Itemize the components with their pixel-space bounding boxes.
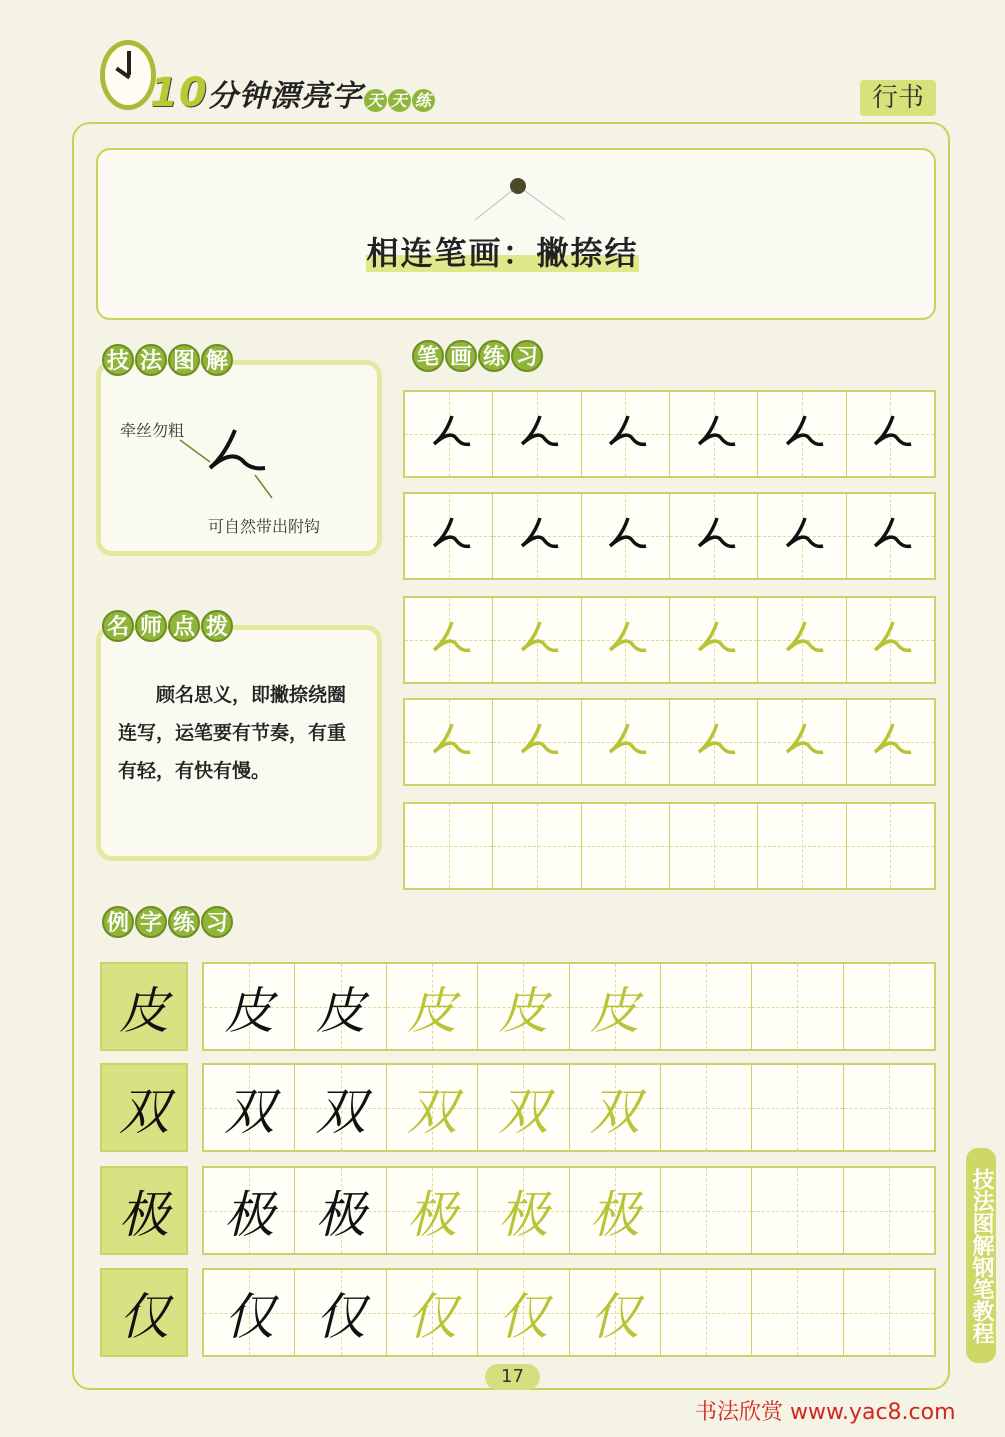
practice-cell[interactable]	[204, 964, 295, 1049]
trace-char: 皮	[589, 981, 640, 1040]
stroke-practice-row	[403, 390, 936, 478]
practice-cell[interactable]	[493, 392, 581, 476]
practice-cell[interactable]	[844, 1270, 934, 1355]
practice-cell[interactable]	[758, 598, 846, 682]
stroke-sample	[424, 618, 474, 662]
trace-char: 极	[498, 1185, 549, 1244]
practice-cell[interactable]	[387, 1065, 478, 1150]
practice-cell[interactable]	[204, 1168, 295, 1253]
practice-cell[interactable]	[570, 964, 661, 1049]
practice-cell[interactable]	[661, 1270, 752, 1355]
stroke-sample	[600, 618, 650, 662]
model-char-cell	[100, 1268, 188, 1357]
trace-char: 双	[406, 1082, 457, 1141]
stroke-practice-row	[403, 802, 936, 890]
sample-char: 皮	[315, 981, 366, 1040]
practice-cell[interactable]	[752, 1168, 843, 1253]
practice-cell[interactable]	[405, 392, 493, 476]
practice-cell[interactable]	[493, 804, 581, 888]
practice-cell[interactable]	[570, 1065, 661, 1150]
practice-cell[interactable]	[570, 1270, 661, 1355]
trace-char: 皮	[498, 981, 549, 1040]
example-practice-row	[202, 1063, 936, 1152]
practice-cell[interactable]	[295, 1168, 386, 1253]
example-practice-row	[202, 1268, 936, 1357]
stroke-sample	[777, 514, 827, 558]
sample-char: 极	[315, 1185, 366, 1244]
practice-cell[interactable]	[295, 1065, 386, 1150]
sample-char: 极	[224, 1185, 275, 1244]
trace-char: 仅	[406, 1287, 457, 1346]
practice-cell[interactable]	[758, 804, 846, 888]
stroke-practice-row	[403, 698, 936, 786]
stroke-sample	[689, 412, 739, 456]
model-char: 皮	[119, 981, 169, 1040]
practice-cell[interactable]	[582, 598, 670, 682]
pin-icon	[510, 178, 526, 194]
practice-cell[interactable]	[478, 964, 569, 1049]
practice-cell[interactable]	[752, 964, 843, 1049]
practice-cell[interactable]	[493, 494, 581, 578]
practice-cell[interactable]	[670, 700, 758, 784]
stroke-sample	[689, 514, 739, 558]
stroke-practice-row	[403, 492, 936, 580]
technique-heading: 技 法 图 解	[102, 344, 234, 376]
sample-char: 皮	[224, 981, 275, 1040]
stroke-sample	[512, 412, 562, 456]
note-bottom: 可自然带出附钩	[208, 517, 321, 536]
tips-heading: 名 师 点 拨	[102, 610, 234, 642]
tips-text: 顾名思义，即撇捺绕圈连写，运笔要有节奏，有重有轻，有快有慢。	[118, 684, 347, 782]
trace-char: 双	[498, 1082, 549, 1141]
stroke-sample	[424, 720, 474, 764]
stroke-sample	[424, 412, 474, 456]
stroke-sample	[777, 412, 827, 456]
sample-char: 仅	[224, 1287, 275, 1346]
stroke-practice-row	[403, 596, 936, 684]
practice-cell[interactable]	[661, 964, 752, 1049]
practice-cell[interactable]	[582, 700, 670, 784]
stroke-sample	[424, 514, 474, 558]
stroke-practice-heading: 笔 画 练 习	[412, 340, 544, 372]
stroke-sample	[689, 720, 739, 764]
practice-cell[interactable]	[204, 1270, 295, 1355]
stroke-sample	[512, 514, 562, 558]
practice-cell[interactable]	[752, 1270, 843, 1355]
page-number: 17	[485, 1364, 540, 1390]
stroke-diagram	[160, 420, 280, 510]
trace-char: 极	[589, 1185, 640, 1244]
practice-cell[interactable]	[405, 598, 493, 682]
practice-cell[interactable]	[670, 804, 758, 888]
stroke-sample	[600, 412, 650, 456]
practice-cell[interactable]	[661, 1065, 752, 1150]
book-brand: 10分钟漂亮字 天 天 练	[150, 70, 435, 116]
practice-cell[interactable]	[752, 1065, 843, 1150]
stroke-sample	[512, 618, 562, 662]
trace-char: 仅	[498, 1287, 549, 1346]
practice-cell[interactable]	[478, 1065, 569, 1150]
sample-char: 双	[224, 1082, 275, 1141]
trace-char: 极	[406, 1185, 457, 1244]
practice-cell[interactable]	[582, 494, 670, 578]
trace-char: 仅	[589, 1287, 640, 1346]
practice-cell[interactable]	[387, 964, 478, 1049]
page-title: 相连笔画：撇捺结	[366, 234, 639, 272]
practice-cell[interactable]	[661, 1168, 752, 1253]
practice-cell[interactable]	[847, 392, 934, 476]
stroke-sample	[865, 618, 915, 662]
example-practice-row	[202, 1166, 936, 1255]
practice-cell[interactable]	[670, 598, 758, 682]
practice-cell[interactable]	[847, 494, 934, 578]
trace-char: 皮	[406, 981, 457, 1040]
practice-cell[interactable]	[582, 804, 670, 888]
practice-cell[interactable]	[758, 700, 846, 784]
practice-cell[interactable]	[758, 494, 846, 578]
stroke-sample	[865, 720, 915, 764]
practice-cell[interactable]	[493, 700, 581, 784]
stroke-sample	[777, 618, 827, 662]
model-char: 仅	[119, 1287, 169, 1346]
side-tab: 技法图解钢笔教程	[966, 1148, 996, 1363]
practice-cell[interactable]	[478, 1270, 569, 1355]
model-char-cell	[100, 1063, 188, 1152]
watermark: 书法欣赏 www.yac8.com	[695, 1400, 956, 1425]
practice-cell[interactable]	[847, 598, 934, 682]
practice-cell[interactable]	[847, 804, 934, 888]
stroke-sample	[689, 618, 739, 662]
example-practice-heading: 例 字 练 习	[102, 906, 234, 938]
practice-cell[interactable]	[387, 1168, 478, 1253]
stroke-sample	[865, 412, 915, 456]
practice-cell[interactable]	[295, 964, 386, 1049]
model-char: 双	[119, 1082, 169, 1141]
style-badge: 行书	[860, 80, 936, 116]
example-practice-row	[202, 962, 936, 1051]
practice-cell[interactable]	[847, 700, 934, 784]
practice-cell[interactable]	[405, 494, 493, 578]
model-char: 极	[119, 1185, 169, 1244]
model-char-cell	[100, 962, 188, 1051]
practice-cell[interactable]	[758, 392, 846, 476]
clock-icon	[100, 40, 156, 110]
stroke-sample	[512, 720, 562, 764]
practice-cell[interactable]	[204, 1065, 295, 1150]
practice-cell[interactable]	[844, 1168, 934, 1253]
sample-char: 仅	[315, 1287, 366, 1346]
practice-cell[interactable]	[670, 392, 758, 476]
stroke-sample	[600, 514, 650, 558]
practice-cell[interactable]	[295, 1270, 386, 1355]
trace-char: 双	[589, 1082, 640, 1141]
stroke-sample	[865, 514, 915, 558]
practice-cell[interactable]	[478, 1168, 569, 1253]
practice-cell[interactable]	[405, 700, 493, 784]
practice-cell[interactable]	[844, 1065, 934, 1150]
model-char-cell	[100, 1166, 188, 1255]
practice-cell[interactable]	[387, 1270, 478, 1355]
stroke-sample	[777, 720, 827, 764]
sample-char: 双	[315, 1082, 366, 1141]
practice-cell[interactable]	[670, 494, 758, 578]
practice-cell[interactable]	[844, 964, 934, 1049]
practice-cell[interactable]	[582, 392, 670, 476]
practice-cell[interactable]	[570, 1168, 661, 1253]
stroke-sample	[600, 720, 650, 764]
note-top: 牵丝勿粗	[120, 421, 185, 440]
practice-cell[interactable]	[405, 804, 493, 888]
practice-cell[interactable]	[493, 598, 581, 682]
